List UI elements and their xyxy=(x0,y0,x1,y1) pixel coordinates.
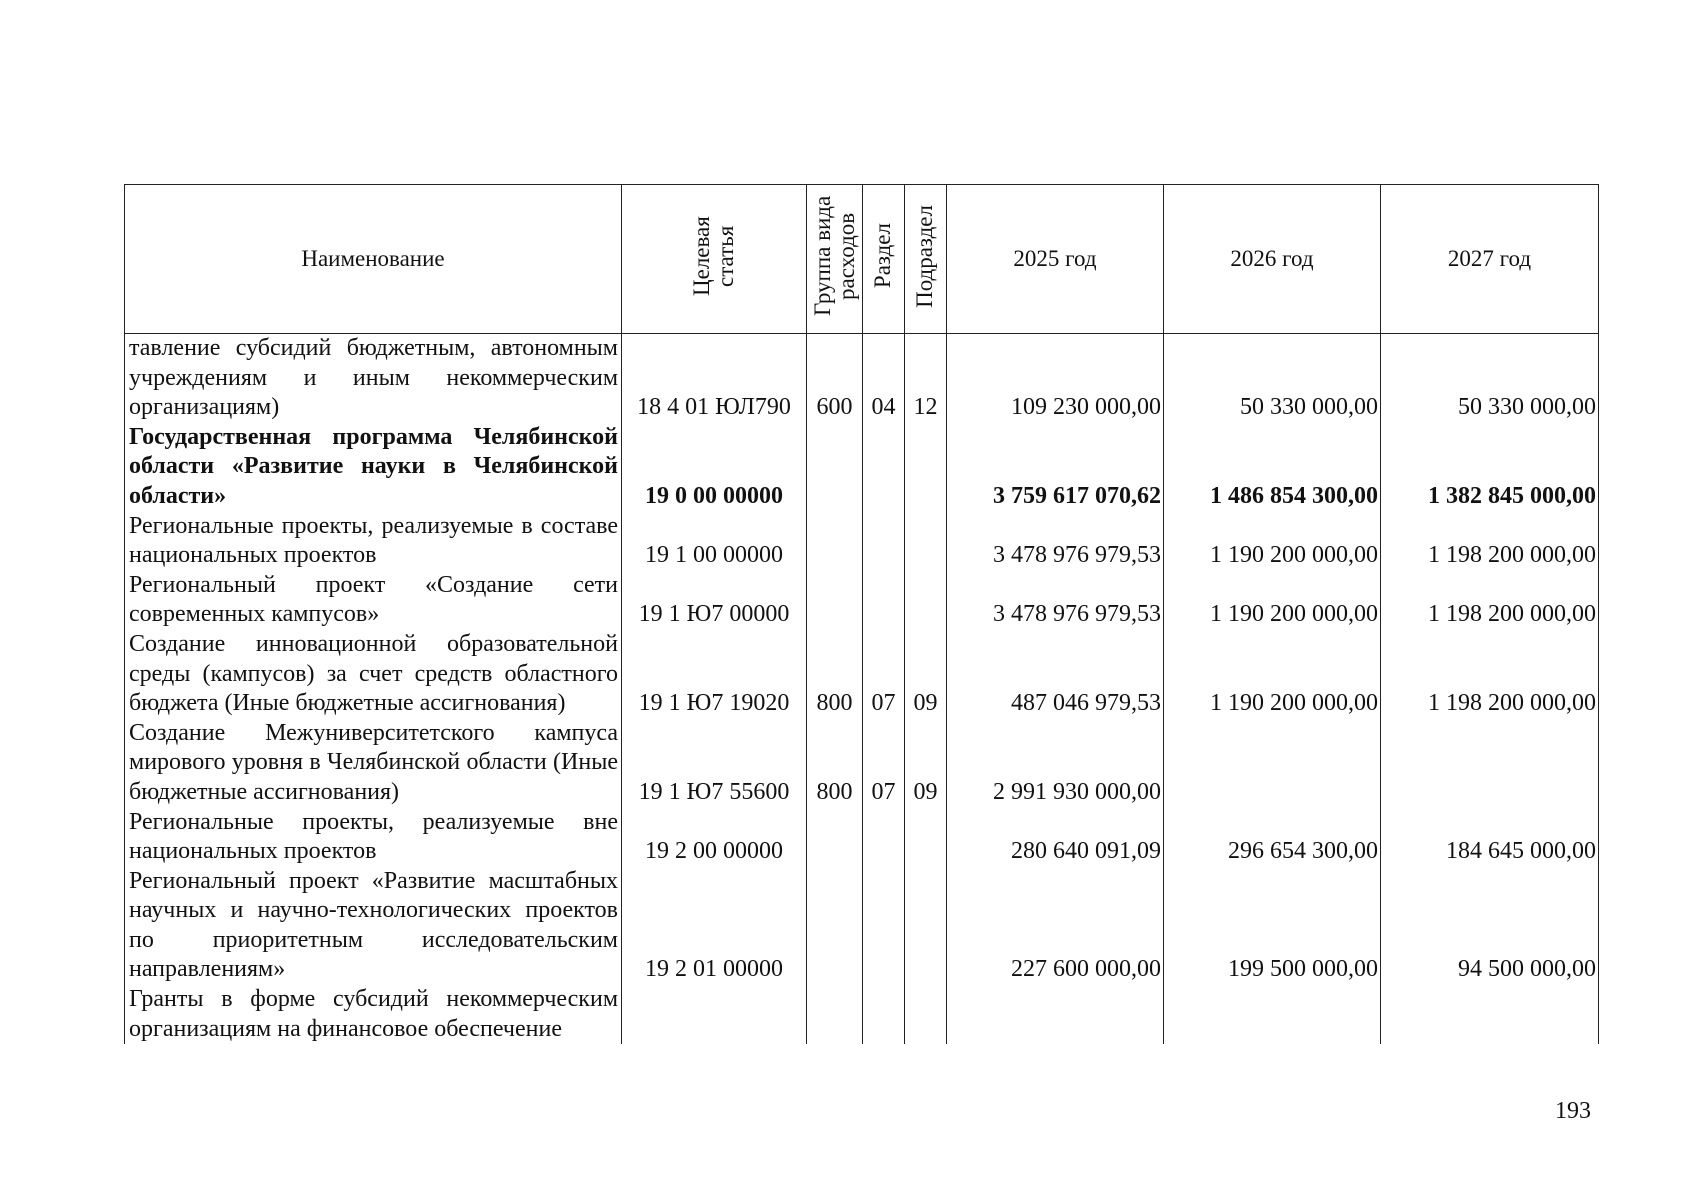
cell-y2026: 296 654 300,00 xyxy=(1164,808,1381,867)
table-row xyxy=(125,808,1599,867)
header-name: Наименование xyxy=(125,185,622,334)
header-2027: 2027 год xyxy=(1381,185,1599,334)
cell-section: 07 xyxy=(863,630,905,719)
cell-group: 800 xyxy=(807,719,863,808)
cell-name: Региональный проект «Развитие масштабных научных и научно-технологических проектов по приоритетным исследовательским направлениям» xyxy=(125,867,622,985)
table-row xyxy=(125,571,1599,630)
cell-section: 04 xyxy=(863,334,905,423)
cell-y2026: 50 330 000,00 xyxy=(1164,334,1381,423)
cell-y2025: 2 991 930 000,00 xyxy=(947,719,1164,808)
header-subsection-label: Подраздел xyxy=(912,204,938,308)
header-section xyxy=(863,185,905,334)
cell-y2027: 50 330 000,00 xyxy=(1381,334,1599,423)
cell-subsection: 09 xyxy=(905,719,947,808)
cell-target: 19 2 01 00000 xyxy=(622,867,807,985)
cell-section xyxy=(863,808,905,867)
cell-subsection xyxy=(905,571,947,630)
cell-y2025: 487 046 979,53 xyxy=(947,630,1164,719)
cell-y2025: 280 640 091,09 xyxy=(947,808,1164,867)
cell-name: Государственная программа Челябинской области «Развитие науки в Челябинской области» xyxy=(125,423,622,512)
cell-section xyxy=(863,423,905,512)
cell-y2026: 199 500 000,00 xyxy=(1164,867,1381,985)
cell-group xyxy=(807,985,863,1044)
cell-y2027: 94 500 000,00 xyxy=(1381,867,1599,985)
header-subsection xyxy=(905,185,947,334)
table-row xyxy=(125,423,1599,512)
cell-y2025: 109 230 000,00 xyxy=(947,334,1164,423)
page-number: 193 xyxy=(1555,1098,1591,1124)
cell-subsection: 12 xyxy=(905,334,947,423)
cell-y2027: 1 198 200 000,00 xyxy=(1381,630,1599,719)
cell-group xyxy=(807,808,863,867)
cell-group xyxy=(807,867,863,985)
cell-target: 19 1 Ю7 55600 xyxy=(622,719,807,808)
cell-y2026 xyxy=(1164,719,1381,808)
cell-section: 07 xyxy=(863,719,905,808)
header-group-label: Группа вида расходов xyxy=(809,195,859,317)
cell-name: Региональный проект «Создание сети современных кампусов» xyxy=(125,571,622,630)
table-header-row xyxy=(125,185,1599,334)
cell-target: 19 1 Ю7 19020 xyxy=(622,630,807,719)
cell-y2027 xyxy=(1381,719,1599,808)
cell-name: Региональные проекты, реализуемые в составе национальных проектов xyxy=(125,512,622,571)
table-row xyxy=(125,512,1599,571)
cell-y2026: 1 486 854 300,00 xyxy=(1164,423,1381,512)
cell-name: Создание инновационной образовательной среды (кампусов) за счет средств областного бюджета (Иные бюджетные ассигнования) xyxy=(125,630,622,719)
header-2025: 2025 год xyxy=(947,185,1164,334)
cell-group: 800 xyxy=(807,630,863,719)
cell-group: 600 xyxy=(807,334,863,423)
table-row xyxy=(125,630,1599,719)
header-group xyxy=(807,185,863,334)
table-row xyxy=(125,334,1599,423)
cell-name: Создание Межуниверситетского кампуса мирового уровня в Челябинской области (Иные бюджетные ассигнования) xyxy=(125,719,622,808)
table-body xyxy=(125,334,1599,1045)
cell-y2025: 3 478 976 979,53 xyxy=(947,512,1164,571)
cell-subsection xyxy=(905,512,947,571)
budget-table xyxy=(124,184,1599,1044)
table-row xyxy=(125,985,1599,1044)
cell-target: 19 2 00 00000 xyxy=(622,808,807,867)
cell-y2026: 1 190 200 000,00 xyxy=(1164,630,1381,719)
cell-section xyxy=(863,571,905,630)
cell-subsection xyxy=(905,867,947,985)
cell-subsection xyxy=(905,808,947,867)
cell-subsection xyxy=(905,985,947,1044)
cell-subsection xyxy=(905,423,947,512)
cell-y2025: 227 600 000,00 xyxy=(947,867,1164,985)
cell-name: тавление субсидий бюджетным, автономным учреждениям и иным некоммерческим организациям) xyxy=(125,334,622,423)
cell-y2026 xyxy=(1164,985,1381,1044)
cell-y2026: 1 190 200 000,00 xyxy=(1164,512,1381,571)
cell-y2025: 3 478 976 979,53 xyxy=(947,571,1164,630)
cell-target: 19 0 00 00000 xyxy=(622,423,807,512)
header-target-label: Целевая статья xyxy=(689,216,739,296)
cell-section xyxy=(863,867,905,985)
header-target xyxy=(622,185,807,334)
header-section-label: Раздел xyxy=(870,223,896,289)
cell-group xyxy=(807,512,863,571)
table-row xyxy=(125,719,1599,808)
header-2026: 2026 год xyxy=(1164,185,1381,334)
cell-group xyxy=(807,423,863,512)
cell-target: 18 4 01 ЮЛ790 xyxy=(622,334,807,423)
cell-y2026: 1 190 200 000,00 xyxy=(1164,571,1381,630)
cell-y2025: 3 759 617 070,62 xyxy=(947,423,1164,512)
cell-y2027: 184 645 000,00 xyxy=(1381,808,1599,867)
cell-y2027: 1 382 845 000,00 xyxy=(1381,423,1599,512)
cell-y2027 xyxy=(1381,985,1599,1044)
cell-y2027: 1 198 200 000,00 xyxy=(1381,512,1599,571)
cell-group xyxy=(807,571,863,630)
table-row xyxy=(125,867,1599,985)
cell-target xyxy=(622,985,807,1044)
cell-section xyxy=(863,985,905,1044)
cell-y2027: 1 198 200 000,00 xyxy=(1381,571,1599,630)
cell-subsection: 09 xyxy=(905,630,947,719)
cell-section xyxy=(863,512,905,571)
cell-target: 19 1 Ю7 00000 xyxy=(622,571,807,630)
cell-target: 19 1 00 00000 xyxy=(622,512,807,571)
cell-name: Региональные проекты, реализуемые вне национальных проектов xyxy=(125,808,622,867)
cell-y2025 xyxy=(947,985,1164,1044)
cell-name: Гранты в форме субсидий некоммерческим организациям на финансовое обеспечение xyxy=(125,985,622,1044)
